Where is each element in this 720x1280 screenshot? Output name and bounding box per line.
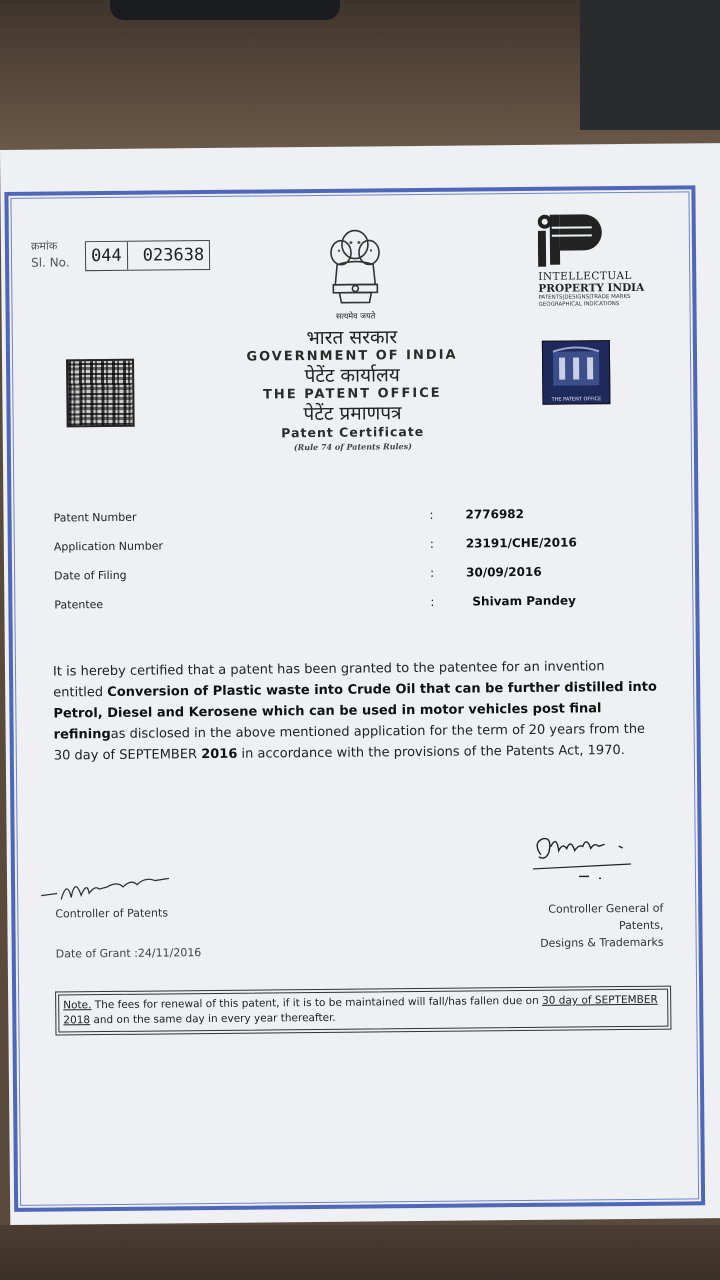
govt-english: GOVERNMENT OF INDIA <box>246 347 458 365</box>
dark-object-right <box>580 0 720 130</box>
qr-code <box>66 359 135 428</box>
field-row: Patentee : Shivam Pandey <box>54 593 576 612</box>
certificate-english: Patent Certificate <box>281 423 425 441</box>
ip-india-logo <box>538 211 689 308</box>
field-row: Patent Number : 2776982 <box>53 506 525 525</box>
field-label: Application Number <box>53 539 164 554</box>
office-hindi: पेटेंट कार्यालय <box>304 364 400 388</box>
badge-caption: THE PATENT OFFICE <box>551 396 602 403</box>
patent-office-badge <box>542 340 611 405</box>
body-term: as disclosed in the above mentioned application for the term of 20 years from the 30 day of SEPTEMBER <box>53 721 646 764</box>
ip-india-logo-icon <box>538 212 609 267</box>
body-year: 2016 <box>201 746 238 763</box>
controller-general-line1: Controller General of Patents, <box>548 901 664 933</box>
serial-label: Sl. No. <box>31 255 70 270</box>
ip-logo-line1: INTELLECTUAL <box>538 269 633 283</box>
field-value: 30/09/2016 <box>466 564 542 580</box>
rule-reference: (Rule 74 of Patents Rules) <box>293 441 412 453</box>
certificate-header <box>202 325 503 454</box>
ip-logo-line2: PROPERTY INDIA <box>538 281 645 295</box>
body-end: in accordance with the provisions of the Patents Act, 1970. <box>241 743 625 762</box>
serial-part-1: 044 <box>90 245 122 267</box>
field-value: 2776982 <box>465 506 525 522</box>
note-renewal-date: 30 day of SEPTEMBER 2018 <box>63 993 658 1027</box>
controller-general-line2: Designs & Trademarks <box>540 935 664 950</box>
emblem-motto: सत्यमेव जयते <box>335 311 376 321</box>
ip-logo-line4: GEOGRAPHICAL INDICATIONS <box>538 301 620 308</box>
govt-hindi: भारत सरकार <box>306 326 398 350</box>
controller-general-signature <box>527 824 658 885</box>
national-emblem <box>317 222 394 322</box>
controller-signature <box>37 858 177 909</box>
controller-general-title <box>503 900 663 953</box>
serial-label-hindi: क्रमांक <box>30 239 58 253</box>
dark-object <box>110 0 340 20</box>
note-text-2: and on the same day in every year thereafter. <box>90 1011 336 1027</box>
body-intro: It is hereby certified that a patent has been granted to the patentee for an invention entitled <box>52 659 605 701</box>
certification-text <box>53 656 659 767</box>
serial-part-2: 023638 <box>142 245 205 266</box>
patent-fields <box>53 506 614 627</box>
certificate-paper <box>0 143 720 1225</box>
note-text-1: The fees for renewal of this patent, if it is to be maintained will fall/has fallen due on <box>91 994 543 1012</box>
invention-title: Conversion of Plastic waste into Crude Oil that can be further distilled into Petrol, Diesel and Kerosene which can be used in motor vehicles post final refining <box>53 679 657 743</box>
renewal-note <box>58 989 668 1033</box>
patent-office-building-icon <box>543 341 609 392</box>
field-value: Shivam Pandey <box>472 593 576 609</box>
table-surface-bottom <box>0 1225 720 1280</box>
note-label: Note. <box>63 999 92 1012</box>
field-row: Date of Filing : 30/09/2016 <box>54 564 542 583</box>
field-value: 23191/CHE/2016 <box>465 535 577 551</box>
field-label: Patent Number <box>53 510 137 525</box>
serial-number-box <box>85 240 210 271</box>
date-of-grant: Date of Grant :24/11/2016 <box>55 946 202 961</box>
field-label: Patentee <box>54 598 104 612</box>
field-label: Date of Filing <box>54 568 127 583</box>
ip-logo-line3: PATENTS|DESIGNS|TRADE MARKS <box>538 293 631 301</box>
office-english: THE PATENT OFFICE <box>262 385 442 403</box>
field-row: Application Number : 23191/CHE/2016 <box>53 535 577 554</box>
certificate-hindi: पेटेंट प्रमाणपत्र <box>303 402 402 426</box>
controller-title: Controller of Patents <box>55 906 169 921</box>
lion-capital-icon <box>317 222 394 315</box>
